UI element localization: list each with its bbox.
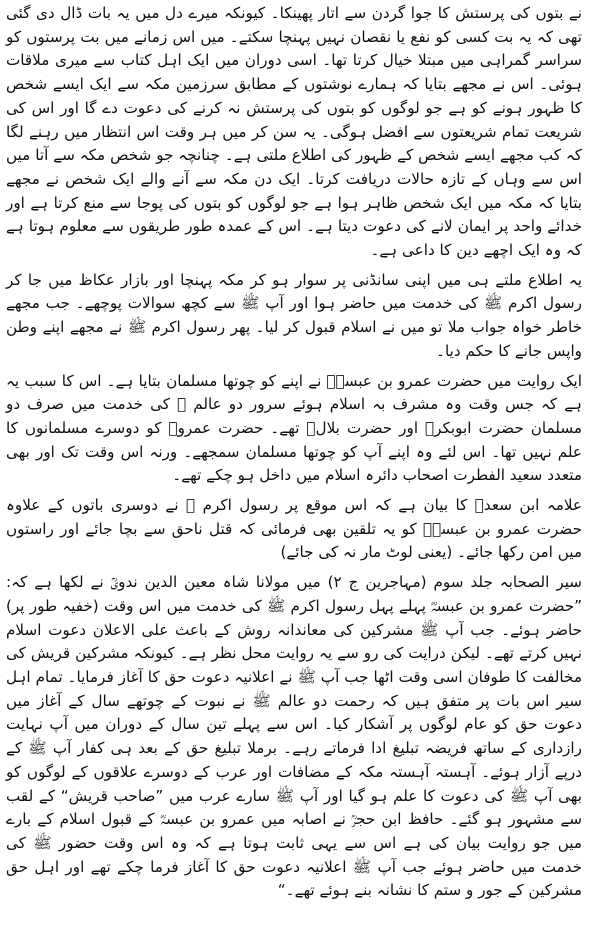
- paragraph: ایک روایت میں حضرت عمرو بن عبسہؓ نے اپنے کو چوتھا مسلمان بتایا ہے۔ اس کا سبب یہ ہے کہ جس وقت وہ مشرف بہ اسلام ہوئے سرور دو عالم ﷺ کی خدمت میں صرف دو مسلمان حضرت ابوبکرؓ اور حضرت بلالؓ تھے۔ حضرت عمروؓ کو دوسرے مسلمانوں کا علم نہیں تھا۔ اس لئے وہ اپنے آپ کو چوتھا مسلمان سمجھے۔ ورنہ اس وقت تک اور بھی متعدد سعید الفطرت اصحاب دائرہ اسلام میں داخل ہو چکے تھے۔: [6, 371, 582, 485]
- paragraph: یہ اطلاع ملتے ہی میں اپنی سانڈنی پر سوار ہو کر مکہ پہنچا اور بازار عکاظ میں جا کر رسول اکرم ﷺ کی خدمت میں حاضر ہوا اور آپ ﷺ سے کچھ سوالات پوچھے۔ جب مجھے خاطر خواہ جواب ملا تو میں نے اسلام قبول کر لیا۔ پھر رسول اکرم ﷺ نے مجھے اپنے وطن واپس جانے کا حکم دیا۔: [6, 270, 582, 360]
- paragraph: سیر الصحابہ جلد سوم (مہاجرین ج ۲) میں مولانا شاہ معین الدین ندویؒ نے لکھا ہے کہ: ”حضرت عمرو بن عبسہؓ پہلے پہل رسول اکرم ﷺ کی خدمت میں اس وقت (خفیہ طور پر) حاضر ہوئے۔ جب آپ ﷺ مشرکین کی معاندانہ روش کے باعث علی الاعلان دعوت اسلام نہیں کرتے تھے۔ لیکن درایت کی رو سے یہ روایت محل نظر ہے۔ کیونکہ مشرکین قریش کی مخالفت کا طوفان اسی وقت اٹھا جب آپ ﷺ نے اعلانیہ دعوت حق کا آغاز فرمایا۔ تمام اہل سیر اس بات پر متفق ہیں کہ رحمت دو عالم ﷺ نے نبوت کے چوتھے سال کے آغاز میں دعوت حق کو عام لوگوں پر آشکار کیا۔ اس سے پہلے تین سال کے دوران میں آپ نہایت رازداری کے ساتھ فریضہ تبلیغ ادا فرماتے رہے۔ برملا تبلیغ حق کے بعد ہی کفار آپ ﷺ کے درپے آزار ہوئے۔ آہستہ آہستہ مکہ کے مضافات اور عرب کے دوسرے علاقوں کے لوگوں کو بھی آپ ﷺ کی دعوت کا علم ہو گیا اور آپ ﷺ سارے عرب میں ”صاحب قریش“ کے لقب سے مشہور ہو گئے۔ حافظ ابن حجرؒ نے اصابہ میں عمرو بن عبسہؓ کے قبول اسلام کے بارے میں جو روایت بیان کی ہے اس سے یہی ثابت ہوتا ہے کہ وہ اس وقت حضور ﷺ کی خدمت میں حاضر ہوئے جب آپ ﷺ اعلانیہ دعوت حق کا آغاز فرما چکے تھے اور اہل حق مشرکین کے جور و ستم کا نشانہ بنے ہوئے تھے۔“: [6, 573, 583, 900]
- paragraph: نے بتوں کی پرستش کا جوا گردن سے اتار پھینکا۔ کیونکہ میرے دل میں یہ بات ڈال دی گئی تھی کہ یہ بت کسی کو نفع یا نقصان نہیں پہنچا سکتے۔ میں اس زمانے میں بت پرستوں کو سراسر گمراہی میں مبتلا خیال کرتا تھا۔ اسی دوران میں ایک اہل کتاب سے میری ملاقات ہوئی۔ اس نے مجھے بتایا کہ ہمارے نوشتوں کے مطابق سرزمین مکہ سے ایک ایسے شخص کا ظہور ہونے کو ہے جو لوگوں کو بتوں کی پرستش نہ کرنے کی دعوت دے گا اور اس کی شریعت تمام شریعتوں سے افضل ہوگی۔ یہ سن کر میں ہر وقت اس انتظار میں رہنے لگا کہ کب مجھے ایسے شخص کے ظہور کی اطلاع ملتی ہے۔ چنانچہ جو شخص مکہ سے آتا میں اس سے وہاں کے تازہ حالات دریافت کرتا۔ ایک دن مکہ سے آنے والے ایک شخص نے مجھے بتایا کہ مکہ میں ایک شخص ظاہر ہوا ہے جو لوگوں کو بتوں کی پوجا سے منع کرتا ہے اور خدائے واحد پر ایمان لانے کی دعوت دیتا ہے۔ اس کے عمدہ طور طریقوں سے معلوم ہوتا ہے کہ وہ ایک اچھے دین کا داعی ہے۔: [6, 4, 582, 260]
- paragraph: علامہ ابن سعدؒ کا بیان ہے کہ اس موقع پر رسول اکرم ﷺ نے دوسری باتوں کے علاوہ حضرت عمرو بن عبسہؓ کو یہ تلقین بھی فرمائی کہ قتل ناحق سے بچا جائے اور راستوں میں امن رکھا جائے۔ (یعنی لوٹ مار نہ کی جائے): [6, 496, 582, 562]
